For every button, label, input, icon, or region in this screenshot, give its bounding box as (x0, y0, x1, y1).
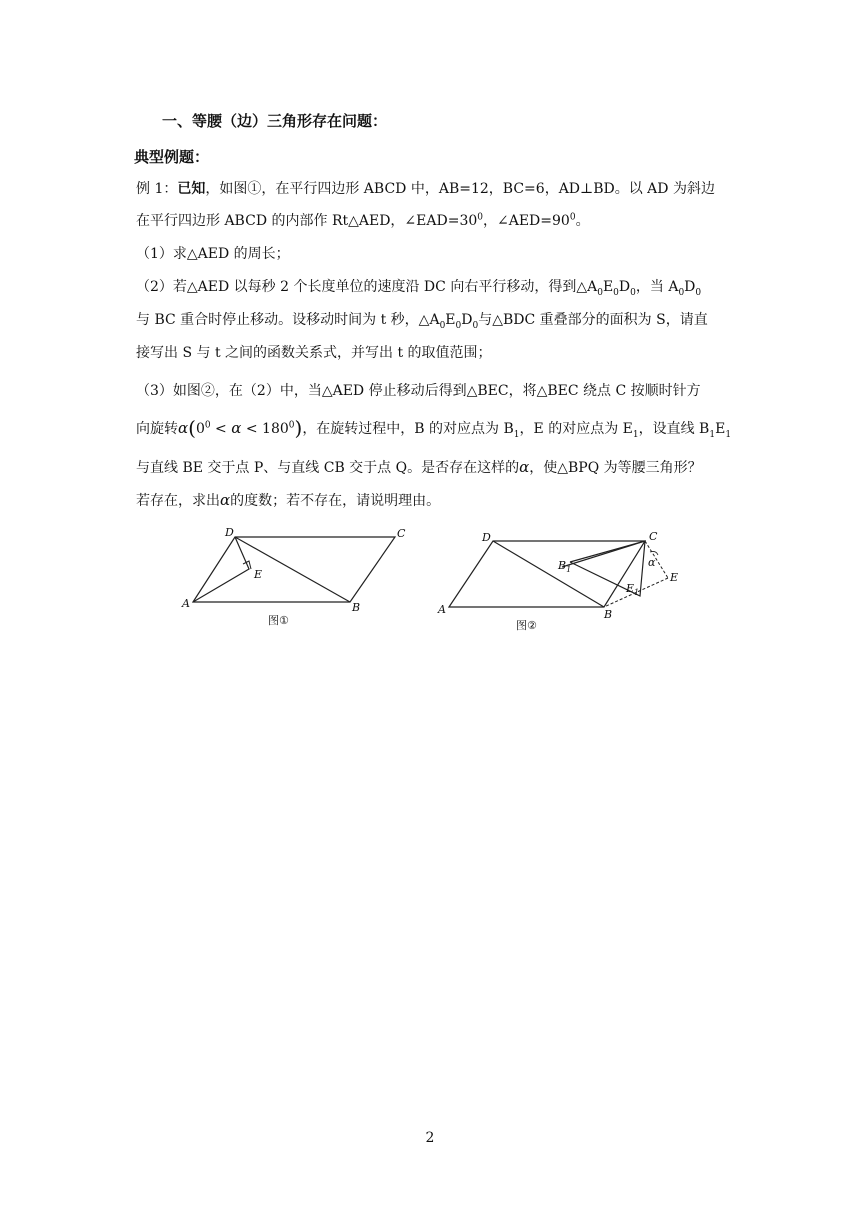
problem-line-1: 例 1：已知，如图①，在平行四边形 ABCD 中，AB=12，BC=6，AD⊥BD。以 AD 为斜边 (136, 181, 715, 197)
label-e1: $E_1$ (626, 582, 640, 597)
question-2-line-1: （2）若△AED 以每秒 2 个长度单位的速度沿 DC 向右平行移动，得到$\triangle A_0E_0D_0$，当 $A_0D_0$ (136, 279, 702, 298)
question-1: （1）求△AED 的周长； (136, 246, 290, 262)
label-c-2: C (649, 530, 658, 543)
label-b1: $B_1$ (558, 559, 572, 574)
alpha-arc (650, 551, 658, 555)
label-e-2: E (670, 571, 679, 584)
label-alpha: α (648, 556, 656, 569)
figure-2 (430, 520, 700, 635)
label-b: B (352, 601, 361, 614)
diagonal-bd (235, 537, 350, 602)
question-2-line-3: 接写出 S 与 t 之间的函数关系式，并写出 t 的取值范围； (136, 345, 492, 361)
page-number: 2 (425, 1130, 435, 1146)
label-a-2: A (438, 603, 446, 616)
label-d-2: D (482, 531, 491, 544)
triangle-aed (193, 537, 249, 602)
parallelogram-abcd (193, 537, 395, 602)
label-b-2: B (604, 608, 613, 621)
question-3-line-3: 与直线 BE 交于点 P、与直线 CB 交于点 Q。是否存在这样的α，使△BPQ 为等腰三角形？ (136, 458, 702, 476)
question-3-line-1: （3）如图②，在（2）中，当△AED 停止移动后得到△BEC，将△BEC 绕点 C 按顺时针方 (136, 383, 701, 399)
figure-1 (170, 520, 430, 635)
label-e: E (254, 568, 263, 581)
problem-line-2: 在平行四边形 ABCD 的内部作 Rt△AED，$\angle EAD=30^0$，$\angle AED=90^0$。 (136, 212, 590, 229)
subsection-title: 典型例题： (134, 148, 210, 166)
figure-1-caption: 图① (268, 614, 289, 627)
figure-2-caption: 图② (516, 619, 537, 632)
diagonal-bd-2 (493, 541, 604, 607)
question-3-line-2: 向旋转$\alpha(0^0 < \alpha < 180^0)$，在旋转过程中，B 的对应点为 $B_1$，E 的对应点为 $E_1$，设直线 $B_1E_1$ (136, 416, 732, 440)
given-label: 已知 (177, 181, 206, 197)
example-label: 例 1： (136, 181, 178, 197)
section-title: 一、等腰（边）三角形存在问题： (162, 112, 388, 130)
segment-b1c (562, 541, 645, 567)
label-c: C (397, 527, 406, 540)
label-a: A (182, 597, 190, 610)
question-2-line-2: 与 BC 重合时停止移动。设移动时间为 t 秒，$\triangle A_0E_0D_0$与△BDC 重叠部分的面积为 S，请直 (136, 312, 708, 331)
parallelogram-abcd-2 (449, 541, 645, 607)
label-d: D (225, 526, 234, 539)
question-3-line-4: 若存在，求出α的度数；若不存在，请说明理由。 (136, 491, 441, 509)
